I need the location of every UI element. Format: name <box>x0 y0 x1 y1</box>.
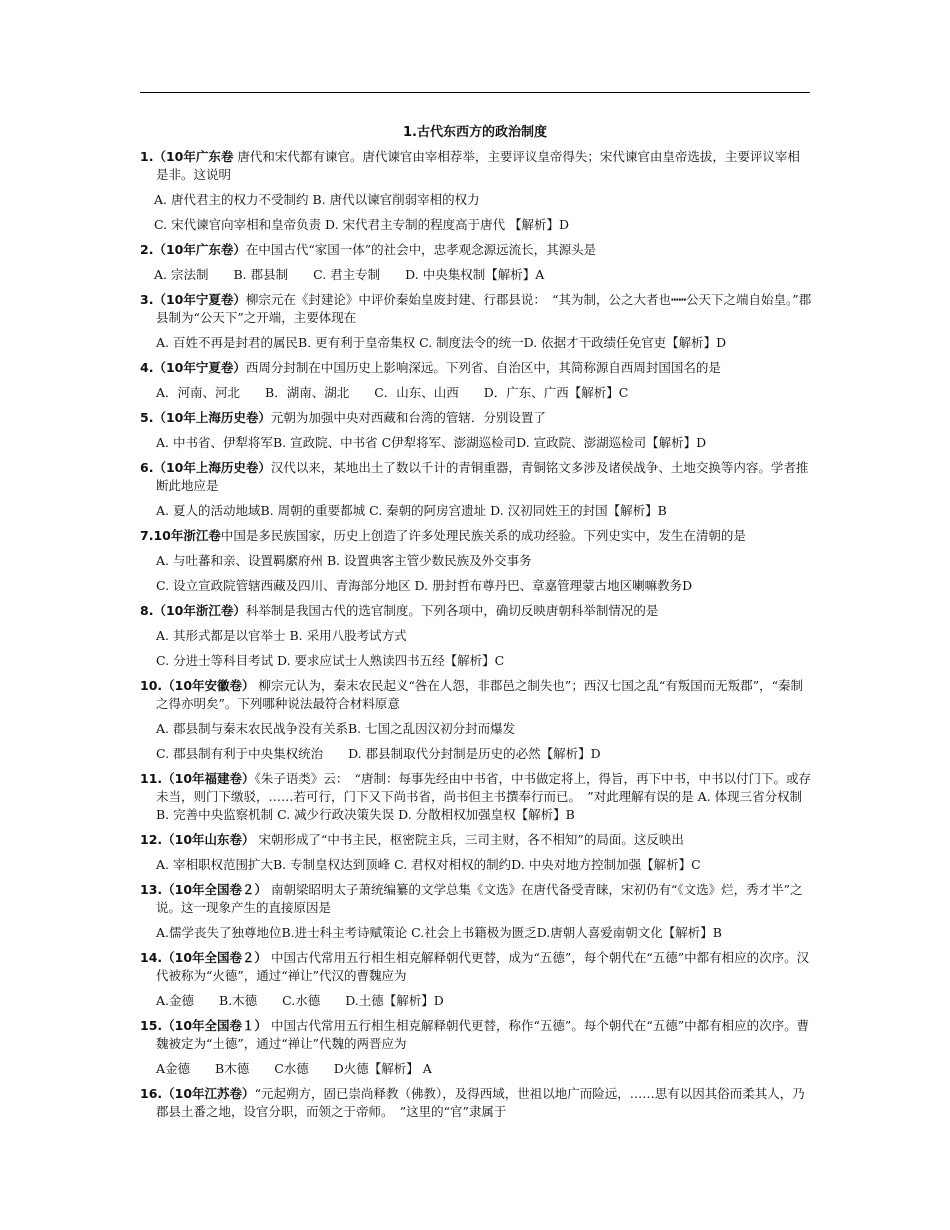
answer-options: A. 宰相职权范围扩大B. 专制皇权达到顶峰 C. 君权对相权的制约D. 中央对地方控制加强【解析】C <box>156 857 701 872</box>
question-number: 2. <box>140 242 154 257</box>
question-text: 柳宗元认为，秦末农民起义“咎在人怨，非郡邑之制失也”；西汉七国之乱“有叛国而无叛郡”，“秦制之得亦明矣”。下列哪种说法最符合材料原意 <box>156 678 803 711</box>
answer-options: A. 唐代君主的权力不受制约 B. 唐代以谏官削弱宰相的权力 <box>154 192 480 207</box>
question-stem <box>140 770 812 824</box>
question-stem <box>140 1017 812 1053</box>
question-text: 唐代和宋代都有谏官。唐代谏官由宰相荐举，主要评议皇帝得失；宋代谏官由皇帝选拔，主要评议宰相是非。这说明 <box>156 149 800 182</box>
question-source: （10年安徽卷） <box>162 678 255 693</box>
question-source: （10年广东卷 <box>153 149 234 164</box>
question-source: （10年全国卷２） <box>162 882 268 897</box>
question-stem <box>140 527 812 545</box>
question-text: 中国古代常用五行相生相克解释朝代更替，成为“五德”，每个朝代在“五德”中都有相应的次序。汉代被称为“火德”，通过“禅让”代汉的曹魏应为 <box>156 950 810 983</box>
header-rule <box>140 92 810 93</box>
answer-options: A. 夏人的活动地域B. 周朝的重要都城 C. 秦朝的阿房宫遗址 D. 汉初同姓王的封国【解析】B <box>156 503 667 518</box>
answer-options: C. 宋代谏官向宰相和皇帝负责 D. 宋代君主专制的程度高于唐代 【解析】D <box>154 217 570 232</box>
question-text: 南朝梁昭明太子萧统编纂的文学总集《文选》在唐代备受青睐，宋初仍有“《文选》烂，秀才半”之说。这一现象产生的直接原因是 <box>156 882 803 915</box>
question-stem <box>140 831 812 849</box>
question-number: 3. <box>140 292 154 307</box>
question-stem <box>140 459 812 495</box>
question-stem <box>140 241 812 259</box>
answer-options: A．河南、河北 B．湖南、湖北 C．山东、山西 D．广东、广西【解析】C <box>156 385 629 400</box>
question-item <box>140 148 812 234</box>
question-text: “元起朔方，固已崇尚释教（佛教），及得西域，世祖以地广而险远，……思有以因其俗而柔其人，乃郡县土番之地，设官分职，而领之于帝师。 ”这里的“官”隶属于 <box>156 1086 805 1119</box>
question-number: 6. <box>140 460 154 475</box>
question-number: 7. <box>140 528 154 543</box>
answer-options: A. 郡县制与秦末农民战争没有关系B. 七国之乱因汉初分封而爆发 <box>156 721 516 736</box>
question-text: 《朱子语类》云： “唐制：每事先经由中书省，中书做定将上，得旨，再下中书，中书以付门下。或存未当，则门下缴驳，……若可行，门下又下尚书省，尚书但主书撰奉行而已。 ”对此理解有误的是 A. 体现三省分权制 B. 完善中央监察机制 C. 减少行政决策失误 D. 分散相权加强皇权【解析】B <box>156 771 811 822</box>
question-text: 西周分封制在中国历史上影响深远。下列省、自治区中，其简称源自西周封国国名的是 <box>245 360 721 375</box>
question-item <box>140 291 812 352</box>
answer-options: A.儒学丧失了独尊地位B.进士科主考诗赋策论 C.社会上书籍极为匮乏D.唐朝人喜爱南朝文化【解析】B <box>156 925 722 940</box>
page-title: 1.古代东西方的政治制度 <box>403 125 547 140</box>
question-number: 11. <box>140 771 163 786</box>
question-source: （10年浙江卷） <box>153 603 246 618</box>
question-text: 在中国古代“家国一体”的社会中，忠孝观念源远流长，其源头是 <box>245 242 597 257</box>
question-number: 15. <box>140 1018 163 1033</box>
question-source: （10年上海历史卷） <box>153 410 271 425</box>
question-text: 柳宗元在《封建论》中评价秦始皇废封建、行郡县说： “其为制，公之大者也┅┅公天下之端自始皇。”郡县制为“公天下”之开端，主要体现在 <box>156 292 812 325</box>
question-item <box>140 602 812 670</box>
question-item <box>140 770 812 824</box>
question-stem <box>140 148 812 184</box>
question-item <box>140 359 812 402</box>
question-stem <box>140 359 812 377</box>
answer-options: A. 宗法制 B. 郡县制 C. 君主专制 D. 中央集权制【解析】A <box>154 267 545 282</box>
question-source: （10年福建卷） <box>162 771 255 786</box>
question-source: （10年全国卷２） <box>162 950 268 965</box>
question-stem <box>140 677 812 713</box>
question-item <box>140 459 812 520</box>
question-item <box>140 881 812 942</box>
question-text: 中国古代常用五行相生相克解释朝代更替，称作“五德”。每个朝代在“五德”中都有相应的次序。曹魏被定为“土德”，通过“禅让”代魏的两晋应为 <box>156 1018 810 1051</box>
question-item <box>140 527 812 595</box>
answer-options: C. 设立宣政院管辖西藏及四川、青海部分地区 D. 册封哲布尊丹巴、章嘉管理蒙古地区喇嘛教务D <box>156 578 693 593</box>
question-number: 14. <box>140 950 163 965</box>
question-text: 科举制是我国古代的选官制度。下列各项中，确切反映唐朝科举制情况的是 <box>245 603 659 618</box>
question-text: 汉代以来，某地出土了数以千计的青铜重器，青铜铭文多涉及诸侯战争、土地交换等内容。学者推断此地应是 <box>156 460 809 493</box>
question-item <box>140 409 812 452</box>
question-stem <box>140 409 812 427</box>
question-number: 5. <box>140 410 154 425</box>
answer-options: A. 其形式都是以官举士 B. 采用八股考试方式 <box>156 628 407 643</box>
question-source: （10年江苏卷） <box>162 1086 255 1101</box>
question-number: 16. <box>140 1086 163 1101</box>
answer-options: A. 与吐蕃和亲、设置羁縻府州 B. 设置典客主管少数民族及外交事务 <box>156 553 532 568</box>
question-stem <box>140 881 812 917</box>
question-stem <box>140 291 812 327</box>
question-number: 10. <box>140 678 163 693</box>
question-stem <box>140 1085 812 1121</box>
question-source: （10年广东卷） <box>153 242 246 257</box>
question-number: 4. <box>140 360 154 375</box>
question-source: （10年全国卷１） <box>162 1018 268 1033</box>
question-item <box>140 831 812 874</box>
question-item <box>140 241 812 284</box>
question-number: 8. <box>140 603 154 618</box>
question-source: （10年上海历史卷） <box>153 460 271 475</box>
answer-options: A. 百姓不再是封君的属民B. 更有利于皇帝集权 C. 制度法令的统一D. 依据才干政绩任免官吏【解析】D <box>156 335 727 350</box>
question-stem <box>140 602 812 620</box>
question-number: 12. <box>140 832 163 847</box>
question-item <box>140 949 812 1010</box>
question-stem <box>140 949 812 985</box>
question-item <box>140 1017 812 1078</box>
question-text: 宋朝形成了“中书主民，枢密院主兵，三司主财，各不相知”的局面。这反映出 <box>254 832 684 847</box>
question-item <box>140 677 812 763</box>
question-number: 1. <box>140 149 154 164</box>
answer-options: A金德 B木德 C水德 D火德【解析】 A <box>156 1061 432 1076</box>
question-number: 13. <box>140 882 163 897</box>
question-list <box>140 148 812 1121</box>
question-source: 10年浙江卷 <box>153 528 221 543</box>
answer-options: A.金德 B.木德 C.水德 D.土德【解析】D <box>156 993 444 1008</box>
question-source: （10年宁夏卷） <box>153 360 246 375</box>
answer-options: C. 郡县制有利于中央集权统治 D. 郡县制取代分封制是历史的必然【解析】D <box>156 746 601 761</box>
question-text: 元朝为加强中央对西藏和台湾的管辖．分别设置了 <box>270 410 546 425</box>
question-source: （10年山东卷） <box>162 832 255 847</box>
answer-options: C. 分进士等科目考试 D. 要求应试士人熟读四书五经【解析】C <box>156 653 505 668</box>
question-text: 中国是多民族国家，历史上创造了许多处理民族关系的成功经验。下列史实中，发生在清朝的是 <box>220 528 746 543</box>
question-source: （10年宁夏卷） <box>153 292 246 307</box>
question-item <box>140 1085 812 1121</box>
answer-options: A. 中书省、伊犁将军B. 宣政院、中书省 C伊犁将军、澎湖巡检司D. 宣政院、澎湖巡检司【解析】D <box>156 435 707 450</box>
